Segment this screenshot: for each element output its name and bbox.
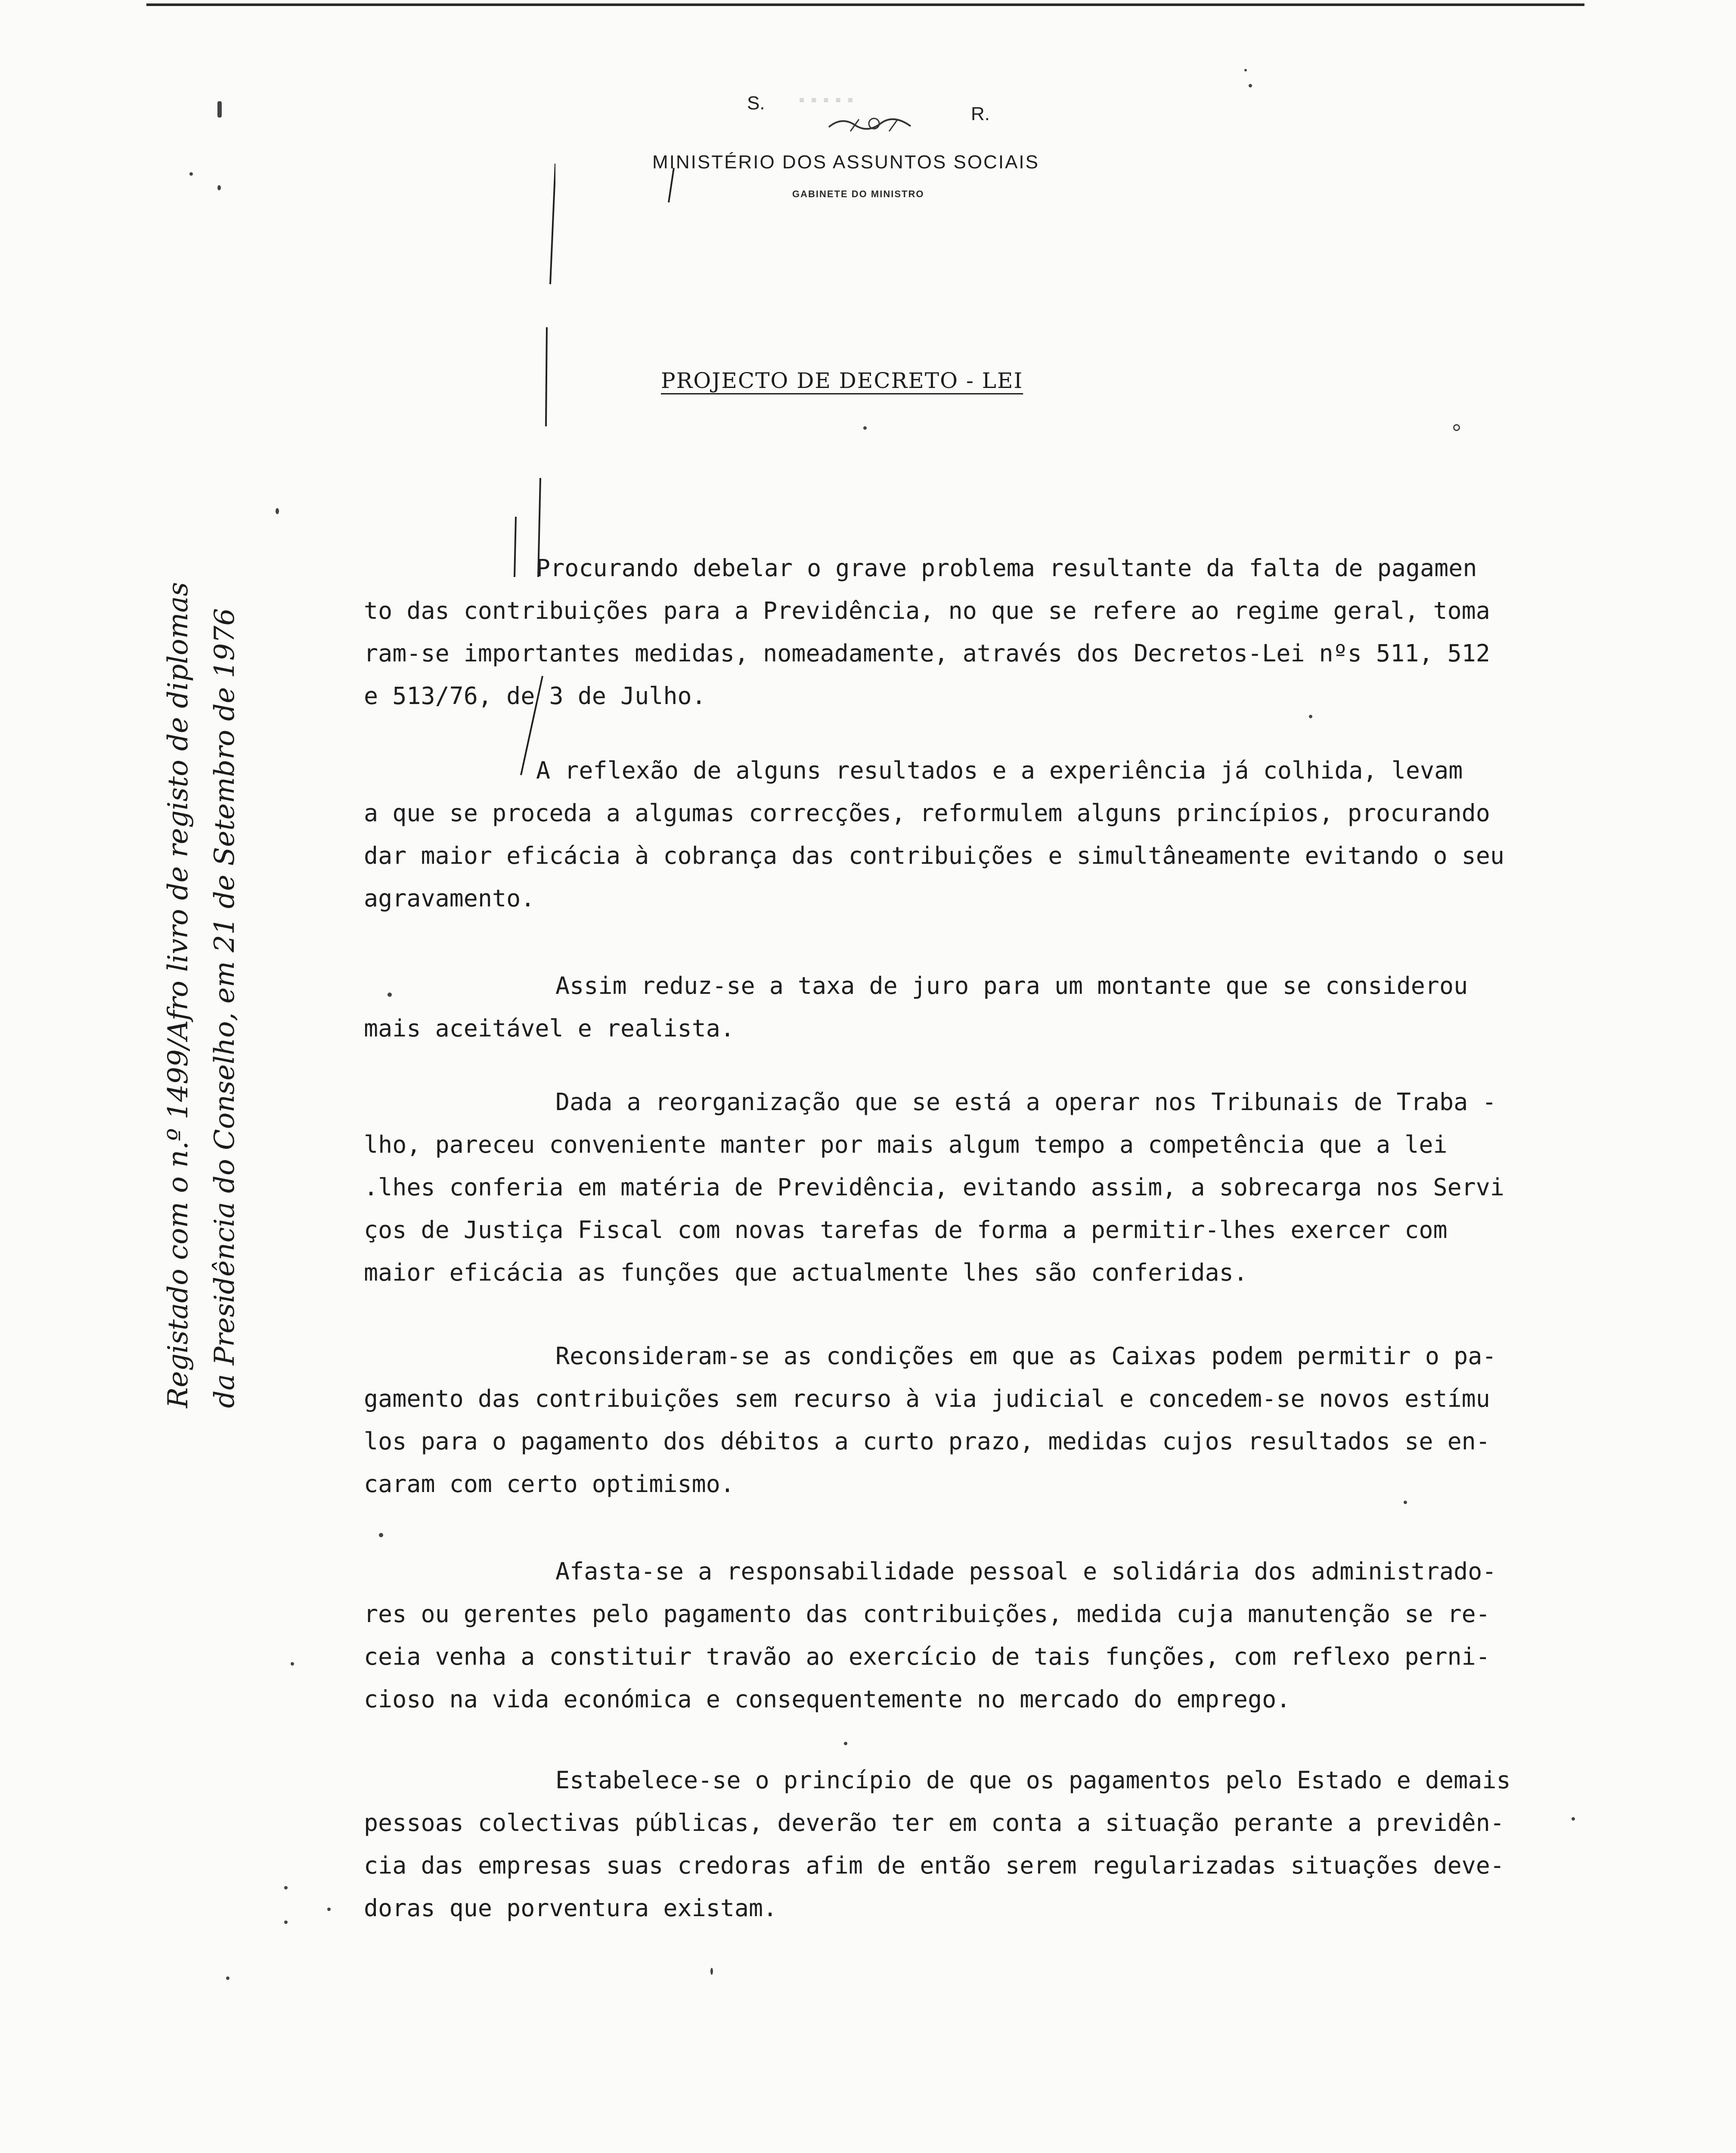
scan-speck bbox=[291, 1662, 294, 1666]
text-line: cioso na vida económica e consequentemente no mercado do emprego. bbox=[364, 1685, 1291, 1713]
seal-faded-text-mark: ▪▪▪▪▪ bbox=[799, 90, 859, 109]
coat-of-arms-icon bbox=[825, 114, 924, 133]
scan-speck bbox=[1249, 84, 1252, 87]
scan-speck bbox=[276, 508, 279, 514]
scan-speck bbox=[379, 1533, 383, 1537]
scan-speck bbox=[284, 1886, 288, 1889]
text-line: A reflexão de alguns resultados e a experiência já colhida, levam bbox=[536, 757, 1463, 784]
text-line: gamento das contribuições sem recurso à via judicial e concedem-se novos estímu bbox=[364, 1385, 1490, 1412]
text-line: Dada a reorganização que se está a operar nos Tribunais de Traba - bbox=[555, 1088, 1497, 1116]
seal-left-letter: S. bbox=[747, 93, 765, 114]
margin-register-stamp bbox=[155, 116, 284, 1408]
text-line: Procurando debelar o grave problema resultante da falta de pagamen bbox=[536, 554, 1477, 582]
text-line: to das contribuições para a Previdência, no que se refere ao regime geral, toma bbox=[364, 597, 1490, 624]
scan-speck bbox=[189, 172, 193, 176]
text-line: mais aceitável e realista. bbox=[364, 1014, 735, 1042]
scan-speck bbox=[844, 1742, 847, 1745]
paragraph-1 bbox=[364, 547, 1535, 717]
scan-speck bbox=[388, 993, 392, 997]
scan-speck bbox=[217, 185, 221, 190]
scan-speck bbox=[327, 1908, 331, 1911]
scan-speck bbox=[1572, 1817, 1575, 1821]
scan-speck bbox=[1404, 1501, 1407, 1504]
paragraph-5 bbox=[364, 1335, 1535, 1505]
paragraph-2 bbox=[364, 749, 1535, 920]
paragraph-7 bbox=[364, 1759, 1535, 1930]
scan-speck bbox=[284, 1920, 288, 1924]
text-line: Assim reduz-se a taxa de juro para um montante que se considerou bbox=[555, 972, 1468, 999]
text-line: res ou gerentes pelo pagamento das contribuições, medida cuja manutenção se re- bbox=[364, 1600, 1490, 1628]
paragraph-6 bbox=[364, 1550, 1535, 1721]
document-title: PROJECTO DE DECRETO - LEI bbox=[661, 368, 1023, 393]
text-line: a que se proceda a algumas correcções, reformulem alguns princípios, procurando bbox=[364, 799, 1490, 827]
top-border-line bbox=[146, 3, 1584, 6]
cabinet-label: GABINETE DO MINISTRO bbox=[792, 189, 924, 199]
text-line: Reconsideram-se as condições em que as Caixas podem permitir o pa- bbox=[555, 1342, 1497, 1370]
text-line: doras que porventura existam. bbox=[364, 1894, 778, 1922]
text-line: e 513/76, de 3 de Julho. bbox=[364, 682, 706, 710]
text-line: Estabelece-se o princípio de que os pagamentos pelo Estado e demais bbox=[555, 1766, 1511, 1794]
text-line: maior eficácia as funções que actualmente lhes são conferidas. bbox=[364, 1259, 1248, 1286]
letterhead-seal bbox=[747, 88, 990, 140]
scan-speck bbox=[863, 426, 867, 430]
paragraph-4 bbox=[364, 1081, 1535, 1294]
text-line: pessoas colectivas públicas, deverão ter em conta a situação perante a previdên- bbox=[364, 1809, 1505, 1837]
text-line: ceia venha a constituir travão ao exercício de tais funções, com reflexo perni- bbox=[364, 1643, 1490, 1670]
register-line-1: Registado com o n.º 1499/Afro livro de registo de diplomas bbox=[162, 582, 194, 1408]
text-line: agravamento. bbox=[364, 884, 535, 912]
text-line: lho, pareceu conveniente manter por mais algum tempo a competência que a lei bbox=[364, 1131, 1448, 1158]
scan-speck bbox=[710, 1968, 713, 1975]
text-line: los para o pagamento dos débitos a curto prazo, medidas cujos resultados se en- bbox=[364, 1427, 1490, 1455]
text-line: caram com certo optimismo. bbox=[364, 1470, 735, 1498]
paragraph-3 bbox=[364, 965, 1535, 1050]
ministry-name: MINISTÉRIO DOS ASSUNTOS SOCIAIS bbox=[652, 152, 1040, 173]
text-line: dar maior eficácia à cobrança das contribuições e simultâneamente evitando o seu bbox=[364, 842, 1505, 869]
text-line: ços de Justiça Fiscal com novas tarefas de forma a permitir-lhes exercer com bbox=[364, 1216, 1448, 1244]
scan-speck bbox=[1453, 424, 1460, 431]
scan-speck bbox=[217, 101, 222, 118]
text-line: ram-se importantes medidas, nomeadamente, através dos Decretos-Lei nºs 511, 512 bbox=[364, 639, 1490, 667]
text-line: cia das empresas suas credoras afim de então serem regularizadas situações deve- bbox=[364, 1852, 1505, 1879]
text-line: Afasta-se a responsabilidade pessoal e solidária dos administrado- bbox=[555, 1557, 1497, 1585]
scan-speck bbox=[1244, 69, 1247, 71]
register-line-2: da Presidência do Conselho, em 21 de Setembro de 1976 bbox=[209, 608, 241, 1408]
seal-right-letter: R. bbox=[971, 103, 990, 124]
scan-speck bbox=[226, 1976, 229, 1980]
text-line: .lhes conferia em matéria de Previdência, evitando assim, a sobrecarga nos Servi bbox=[364, 1173, 1505, 1201]
scan-speck bbox=[1309, 715, 1312, 718]
